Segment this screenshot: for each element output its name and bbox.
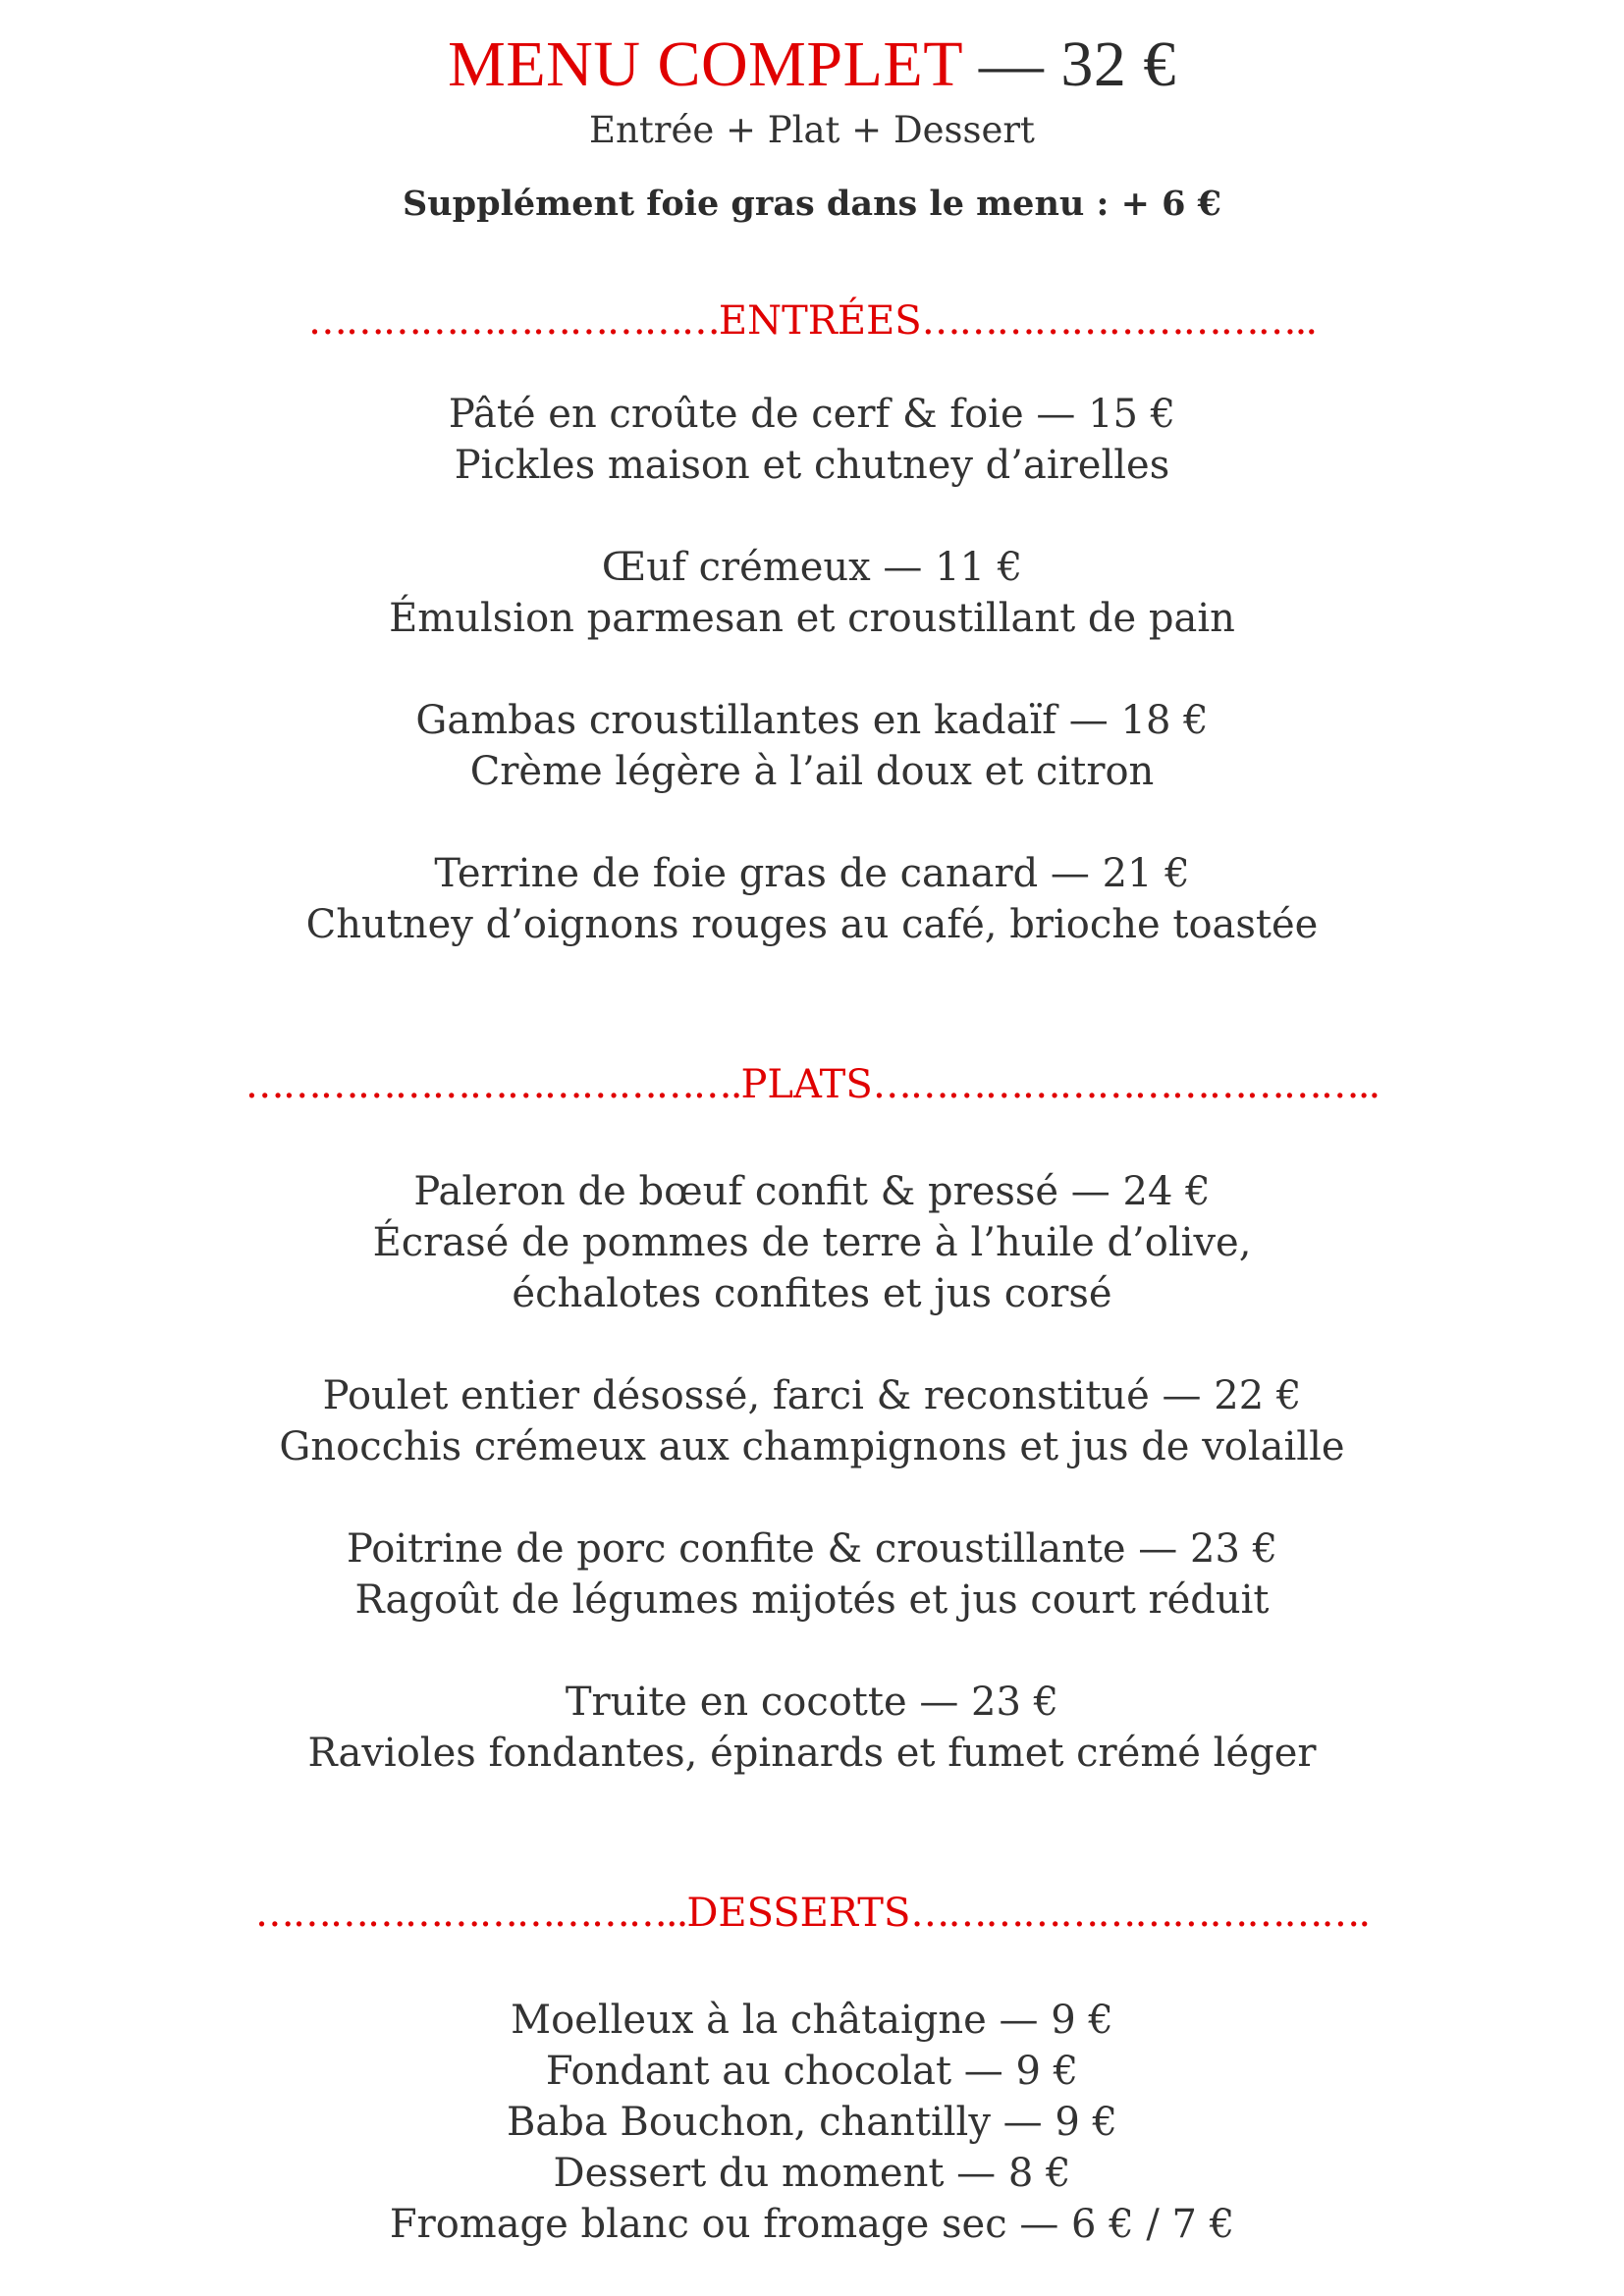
- item-name: Paleron de bœuf confit & pressé — 24 €: [413, 1169, 1211, 1214]
- section-label-entrees: ENTRÉES: [718, 298, 922, 344]
- item-description-line2: échalotes confites et jus corsé: [512, 1271, 1112, 1316]
- item-description: Ravioles fondantes, épinards et fumet crémé léger: [307, 1731, 1317, 1776]
- menu-title-price: — 32 €: [961, 28, 1176, 100]
- item-description: Ragoût de légumes mijotés et jus court réduit: [354, 1577, 1270, 1623]
- item-description: Pickles maison et chutney d’airelles: [454, 443, 1170, 488]
- item-name: Terrine de foie gras de canard — 21 €: [434, 851, 1190, 896]
- item-description: Gnocchis crémeux aux champignons et jus de volaille: [279, 1424, 1345, 1469]
- section-header-desserts: [0, 1889, 1624, 1938]
- item-description: Émulsion parmesan et croustillant de pain: [389, 596, 1235, 641]
- desserts-list: [0, 1995, 1624, 2250]
- dots-right: ……………………………….: [910, 1891, 1370, 1936]
- section-label-desserts: DESSERTS: [686, 1891, 911, 1936]
- dessert-item: Dessert du moment — 8 €: [553, 2151, 1071, 2196]
- item-name: Pâté en croûte de cerf & foie — 15 €: [448, 392, 1176, 437]
- supplement-note: Supplément foie gras dans le menu : + 6 €: [402, 184, 1222, 224]
- menu-item: [0, 1677, 1624, 1779]
- menu-item: [0, 1523, 1624, 1626]
- menu-item: [0, 389, 1624, 491]
- menu-item: [0, 848, 1624, 950]
- section-label-plats: PLATS: [740, 1062, 873, 1107]
- menu-subtitle: Entrée + Plat + Dessert: [589, 109, 1035, 151]
- menu-item: [0, 695, 1624, 797]
- dessert-item: Moelleux à la châtaigne — 9 €: [511, 1998, 1113, 2043]
- item-name: Poitrine de porc confite & croustillante — 23 €: [346, 1526, 1278, 1572]
- dessert-item: Baba Bouchon, chantilly — 9 €: [507, 2100, 1117, 2145]
- item-name: Œuf crémeux — 11 €: [601, 545, 1023, 590]
- item-description: Crème légère à l’ail doux et citron: [469, 749, 1155, 794]
- item-description: Chutney d’oignons rouges au café, brioche toastée: [305, 902, 1319, 947]
- section-header-plats: [0, 1060, 1624, 1109]
- dessert-item: Fromage blanc ou fromage sec — 6 € / 7 €: [389, 2202, 1235, 2247]
- dots-left: ……………………………..: [254, 1891, 687, 1936]
- menu-item: [0, 542, 1624, 644]
- entrees-list: [0, 389, 1624, 950]
- item-name: Truite en cocotte — 23 €: [565, 1680, 1059, 1725]
- menu-title: [0, 26, 1624, 104]
- dots-left: ………………………………….: [244, 1062, 741, 1107]
- dessert-item: Fondant au chocolat — 9 €: [545, 2049, 1079, 2094]
- section-header-entrees: [0, 296, 1624, 346]
- dots-right: …………………………..: [921, 298, 1317, 344]
- menu-item: [0, 1370, 1624, 1472]
- menu-item: [0, 1166, 1624, 1319]
- item-name: Poulet entier désossé, farci & reconstitué — 22 €: [322, 1373, 1302, 1418]
- menu-title-label: MENU COMPLET: [448, 28, 962, 100]
- item-name: Gambas croustillantes en kadaïf — 18 €: [415, 698, 1209, 743]
- item-description: Écrasé de pommes de terre à l’huile d’olive,: [372, 1220, 1252, 1265]
- dots-right: …………………………………..: [872, 1062, 1380, 1107]
- dots-left: ……………………………: [307, 298, 719, 344]
- plats-list: [0, 1166, 1624, 1779]
